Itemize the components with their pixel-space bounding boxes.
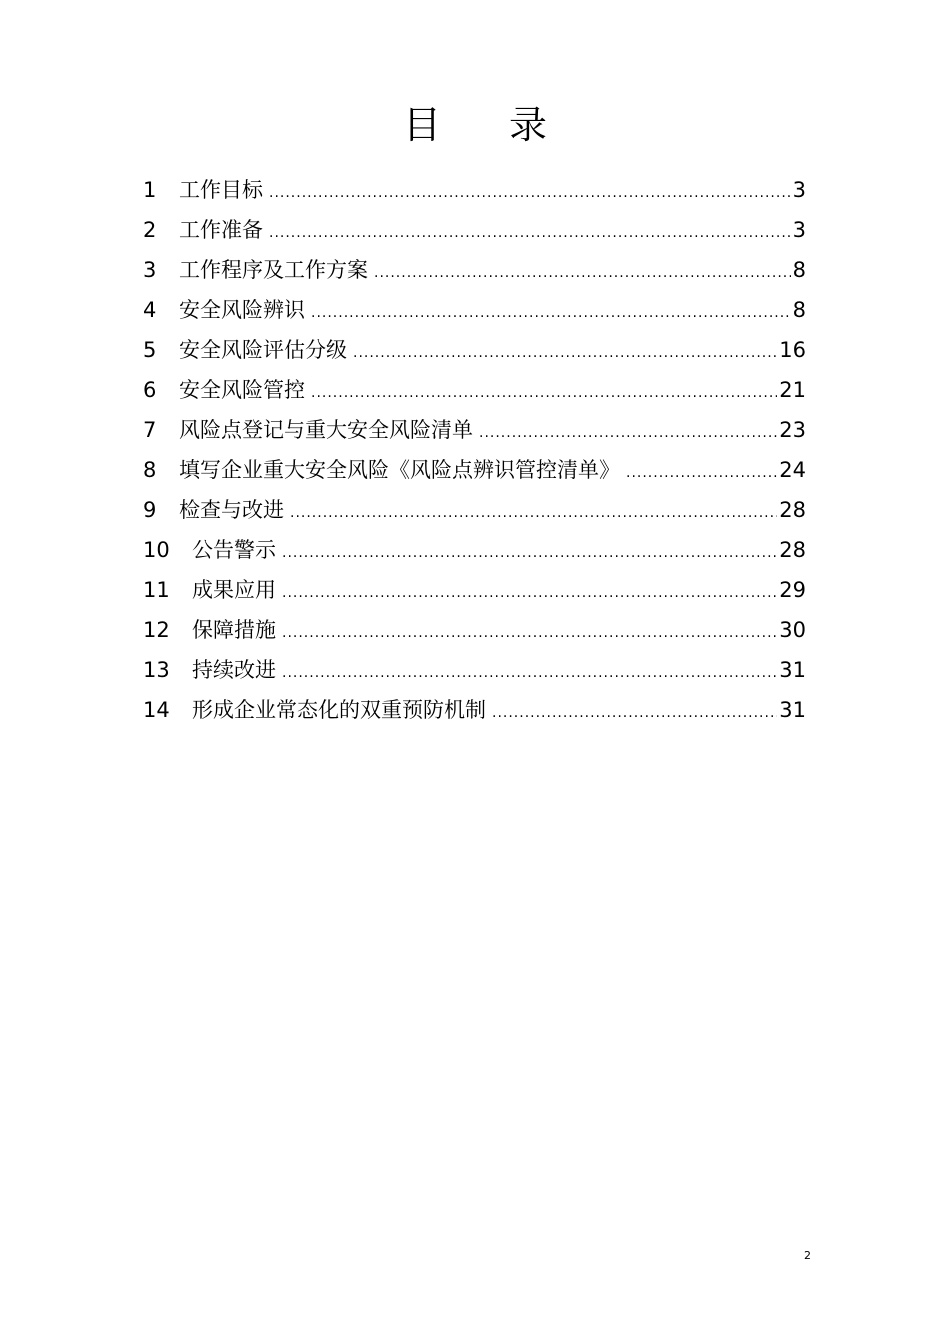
toc-entry-page: 21 [779,378,806,402]
toc-entry-9[interactable] [143,490,806,530]
toc-entry-page: 31 [779,658,806,682]
toc-dot-leader [269,213,791,253]
toc-entry-7[interactable] [143,410,806,450]
toc-entry-label: 安全风险辨识 [179,298,305,322]
toc-entry-number: 14 [143,698,170,722]
toc-entry-11[interactable] [143,570,806,610]
toc-entry-number: 3 [143,258,157,282]
toc-entry-page: 28 [779,498,806,522]
toc-entry-page: 31 [779,698,806,722]
toc-entry-number: 11 [143,578,170,602]
toc-entry-number: 2 [143,218,157,242]
toc-entry-page: 30 [779,618,806,642]
toc-entry-page: 23 [779,418,806,442]
toc-entry-number: 9 [143,498,157,522]
toc-entry-number: 12 [143,618,170,642]
toc-entry-label: 安全风险评估分级 [179,338,347,362]
page-title: 目 录 [402,103,576,147]
toc-entry-number: 7 [143,418,157,442]
toc-entry-page: 24 [779,458,806,482]
toc-dot-leader [282,613,777,653]
toc-entry-label: 安全风险管控 [179,378,305,402]
toc-entry-number: 13 [143,658,170,682]
toc-entry-number: 5 [143,338,157,362]
toc-entry-number: 4 [143,298,157,322]
toc-dot-leader [353,333,777,373]
toc-entry-page: 3 [792,178,806,202]
toc-entry-1[interactable] [143,170,806,210]
toc-entry-label: 成果应用 [192,578,276,602]
toc-entry-label: 工作准备 [179,218,263,242]
toc-dot-leader [269,173,791,213]
toc-entry-label: 形成企业常态化的双重预防机制 [192,698,486,722]
toc-entry-number: 6 [143,378,157,402]
toc-entry-13[interactable] [143,650,806,690]
toc-entry-number: 1 [143,178,157,202]
toc-dot-leader [282,533,777,573]
toc-entry-page: 8 [792,258,806,282]
toc-entry-page: 8 [792,298,806,322]
toc-entry-page: 29 [779,578,806,602]
toc-entry-6[interactable] [143,370,806,410]
toc-entry-page: 28 [779,538,806,562]
toc-dot-leader [492,693,777,733]
toc-entry-label: 检查与改进 [179,498,284,522]
toc-entry-label: 保障措施 [192,618,276,642]
toc-dot-leader [282,573,777,613]
toc-entry-10[interactable] [143,530,806,570]
toc-entry-8[interactable] [143,450,806,490]
toc-entry-12[interactable] [143,610,806,650]
toc-entry-3[interactable] [143,250,806,290]
toc-dot-leader [626,453,777,493]
toc-entry-page: 16 [779,338,806,362]
toc-entry-page: 3 [792,218,806,242]
toc-entry-label: 工作目标 [179,178,263,202]
toc-entry-label: 风险点登记与重大安全风险清单 [179,418,473,442]
toc-entry-14[interactable] [143,690,806,730]
toc-entry-label: 工作程序及工作方案 [179,258,368,282]
toc-entry-number: 10 [143,538,170,562]
toc-entry-label: 持续改进 [192,658,276,682]
toc-dot-leader [479,413,777,453]
toc-dot-leader [311,293,791,333]
toc-dot-leader [282,653,777,693]
page-number: 2 [804,1249,811,1262]
table-of-contents [143,170,806,730]
toc-dot-leader [290,493,777,533]
toc-entry-label: 公告警示 [192,538,276,562]
toc-entry-5[interactable] [143,330,806,370]
toc-dot-leader [374,253,791,293]
toc-entry-label: 填写企业重大安全风险《风险点辨识管控清单》 [179,458,620,482]
toc-entry-4[interactable] [143,290,806,330]
toc-dot-leader [311,373,777,413]
toc-entry-2[interactable] [143,210,806,250]
toc-entry-number: 8 [143,458,157,482]
